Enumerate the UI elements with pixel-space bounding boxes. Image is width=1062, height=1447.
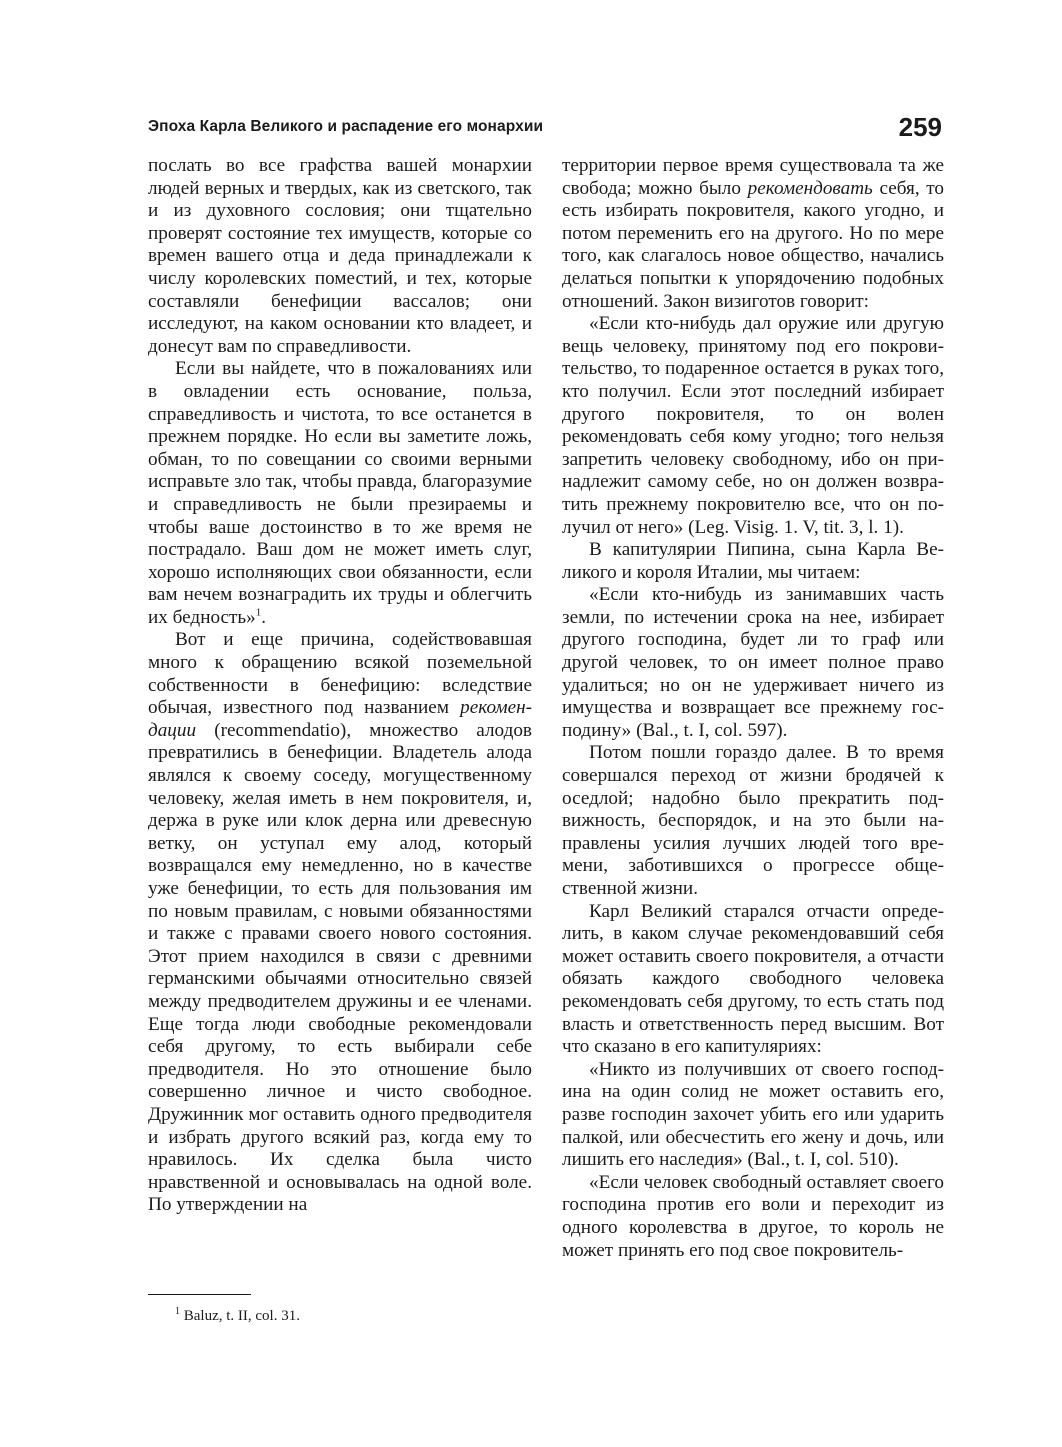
running-title: Эпоха Карла Великого и распадение его монархии [148,118,544,135]
quotation-paragraph: «Если человек свободный оставляет своего господина против его воли и переходит из одного королевства в другое, то король не может принять его под свое покровитель- [562,1171,944,1261]
left-column [148,155,532,1217]
paragraph: послать во все графства вашей монархии людей верных и твердых, как из светского, так и из духовного сословия; они тщательно проверят состояние тех имуществ, которые со времен вашего отца и деда принадлежали к числу королевских поместий, и тех, которые составляли бенефиции вассалов; они исследуют, на каком основании кто владеет, и донесут вам по справедливости. [148,155,532,357]
paragraph: Потом пошли гораздо далее. В то время совершался переход от жизни бродячей к оседлой; надобно было прекратить подвижность, беспорядок, и на это были направлены усилия лучших людей того времени, заботившихся о прогрессе общественной жизни. [562,742,944,899]
italic-term: рекомендации [148,697,532,741]
paragraph-text: (recommendatio), множество алодов превратились в бенефиции. Владетель алода являлся к своему соседу, могущественному человеку, желая иметь в нем покровителя, и, держа в руке или клок дерна или древесную ветку, он уступал ему алод, который возвращался ему немедленно, но в качестве уже бенефиции, то есть для пользования им по новым правилам, с новыми обязанностями и также с правами своего нового состояния. Этот прием находился в связи с древними германскими обычаями относительно связей между предводителем дружины и ее членами. Еще тогда люди свободные рекомендовали себя другому, то есть выбирали себе предводителя. Но это отношение было совершенно личное и чисто свободное. Дружинник мог оставить одного предводителя и избрать другого всякий раз, когда ему то нравилось. Их сделка была чисто нравственной и основывалась на одной воле. По утверждении на [148,719,532,1216]
paragraph: Карл Великий старался отчасти определить, в каком случае рекомендовавший себя может оставить своего покровителя, а отчасти обязать каждого свободного человека рекомендовать себя другому, то есть стать под власть и ответственность перед высшим. Вот что сказано в его капитуляриях: [562,900,944,1058]
quotation-paragraph: «Если кто-нибудь дал оружие или другую вещь человеку, принятому под его покровительство, то подаренное остается в руках того, кто получил. Если этот последний избирает другого покровителя, то он волен рекомендовать себя кому угодно; того нельзя запретить человеку свободному, ибо он принадлежит самому себе, но он должен возвратить прежнему покровителю все, что он получил от него» (Leg. Visig. 1. V, tit. 3, l. 1). [562,313,944,538]
paragraph [148,358,532,629]
paragraph-text: себя, то есть избирать покровителя, какого угодно, и потом переменить его на другого. Но по мере того, как слагалось новое общество, начались делаться попытки к упорядочению подобных отношений. Закон визиготов говорит: [562,177,944,312]
footnote-mark: 1 [175,1306,180,1317]
paragraph-text: территории первое время существовала та же свобода; можно было [562,155,944,199]
paragraph: В капитулярии Пипина, сына Карла Великого и короля Италии, мы читаем: [562,539,944,583]
footnote-reference: 1 [255,606,262,619]
page-number: 259 [898,112,942,142]
quotation-paragraph: «Если кто-нибудь из занимавших часть земли, по истечении срока на нее, избирает другого господина, будет ли то граф или другой человек, то он имеет полное право удалиться; но он не удерживает ничего из имущества и возвращает все прежнему господину» (Bal., t. I, col. 597). [562,584,944,741]
paragraph [148,629,532,1216]
footnote [175,1306,300,1325]
right-column [562,155,944,1262]
footnote-text: Baluz, t. II, col. 31. [180,1308,300,1324]
paragraph-text: Если вы найдете, что в пожалованиях или в овладении есть основание, польза, справедливость и чистота, то все останется в прежнем порядке. Но если вы заметите ложь, обман, то по совещании со своими верными исправьте зло так, чтобы правда, благоразумие и справедливость не были презираемы и чтобы ваше достоинство в то же время не пострадало. Ваш дом не может иметь слуг, хорошо исполняющих свои обязанности, если вам нечем вознаградить их труды и облегчить их бедность» [148,358,532,628]
paragraph [562,155,944,313]
footnote-separator [148,1294,251,1295]
quotation-paragraph: «Никто из получивших от своего господина на один солид не может оставить его, разве господин захочет убить его или ударить палкой, или обесчестить его жену и дочь, или лишить его наследия» (Bal., t. I, col. 510). [562,1058,944,1171]
italic-term: рекомендовать [747,177,873,199]
paragraph-text: Вот и еще причина, содействовавшая много к обращению всякой поземельной собственности в бенефицию: вследствие обычая, известного под названием [148,629,532,719]
paragraph-tail: . [261,606,267,628]
running-header [148,112,944,146]
